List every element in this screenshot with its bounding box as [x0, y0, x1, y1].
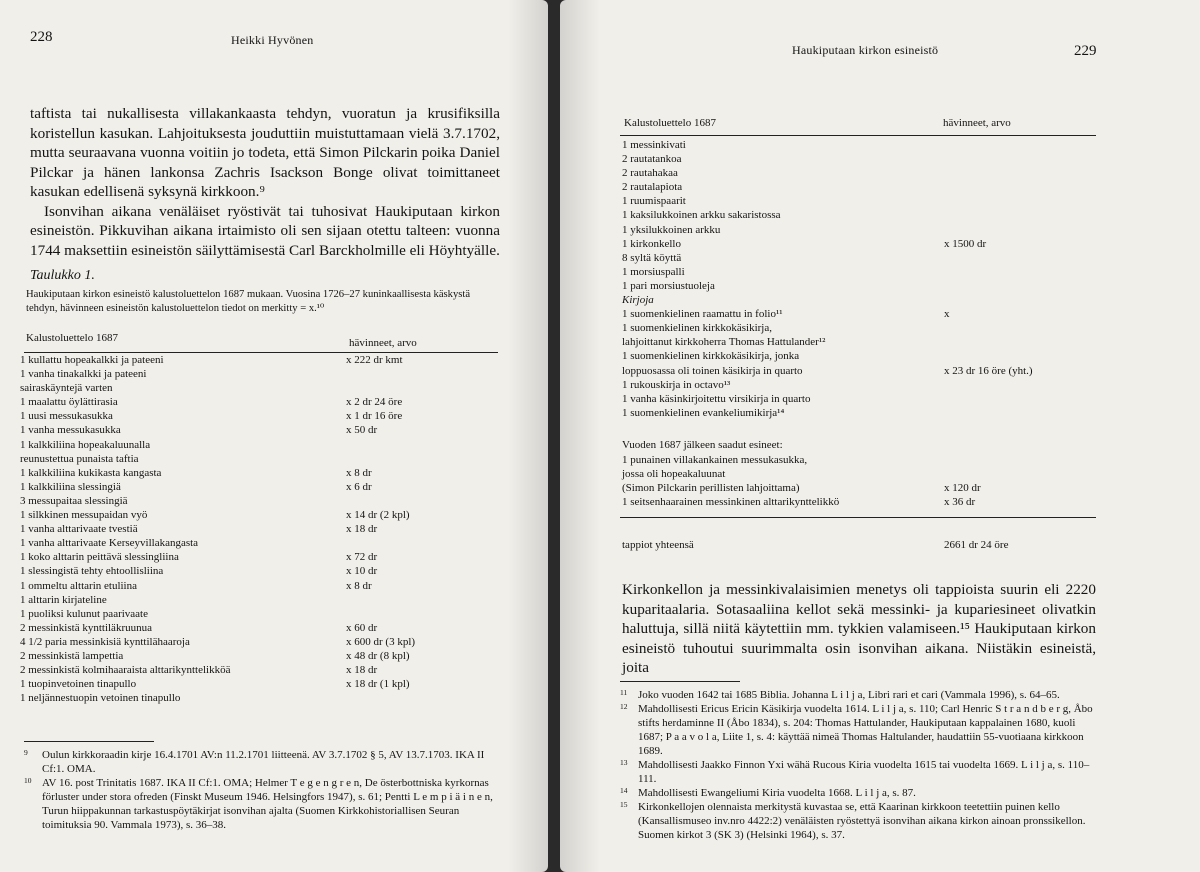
item-name: 2 rautahakaa	[622, 167, 678, 180]
item-name: 1 pari morsiustuoleja	[622, 279, 715, 292]
item-name: 1 yksilukkoinen arkku	[622, 223, 721, 236]
item-name: 2 messinkistä kynttiläkruunua	[20, 621, 152, 634]
footnote-text: Kirkonkellojen olennaista merkitystä kuvastaa se, että Kaarinan kirkkoon teetettiin puinen kello (Kansallismuseo inv.nro 4422:2) venäläisten ryöstettyä isonvihan aikana kirkon ainoan pronssikellon. Suomen kirkot 3 (SK 3) (Helsinki 1964), s. 37.	[638, 801, 1086, 841]
item-name: 1 puoliksi kulunut paarivaate	[20, 607, 148, 620]
item-name: 1 kalkkiliina slessingiä	[20, 480, 121, 493]
footnote-separator	[620, 681, 740, 682]
item-name: 1 vanha alttarivaate tvestiä	[20, 523, 138, 536]
table-body-right	[622, 138, 1098, 420]
item-name: 1 alttarin kirjateline	[20, 593, 107, 606]
table-row	[622, 467, 1098, 481]
table-row	[20, 395, 500, 409]
footnote-text: AV 16. post Trinitatis 1687. IKA II Cf:1. OMA; Helmer T e g e n g r e n, De österbottniska kyrkornas förluster under stora ofreden (Finskt Museum 1946. Helsingfors 1947), s. 61; Pentti L e m p i ä i n e n, Turun hiippakunnan tarkastuspöytäkirjat isonvihan ajalta (Suomen Kirkkohistoriallisen Seuran toimituksia 90. Vammala 1973), s. 36–38.	[42, 777, 493, 831]
item-value: x 48 dr (8 kpl)	[346, 649, 410, 662]
footnotes-left	[24, 748, 498, 832]
running-head-left: Heikki Hyvönen	[231, 33, 314, 47]
item-name: 1 vanha käsinkirjoitettu virsikirja in quarto	[622, 392, 811, 405]
item-value: x 60 dr	[346, 621, 378, 634]
item-name: 1 vanha alttarivaate Kerseyvillakangasta	[20, 537, 199, 550]
item-name: reunustettua punaista taftia	[20, 452, 139, 465]
item-name: 1 morsiuspalli	[622, 265, 685, 278]
table-row	[20, 494, 500, 508]
running-head-right: Haukiputaan kirkon esineistö	[792, 43, 939, 57]
table-row	[20, 677, 500, 691]
item-value: x	[944, 308, 950, 321]
table-row	[20, 635, 500, 649]
table-row	[20, 663, 500, 677]
table-title: Taulukko 1.	[30, 268, 95, 283]
footnote-text: Joko vuoden 1642 tai 1685 Biblia. Johanna L i l j a, Libri rari et cari (Vammala 1996), s. 64–65.	[638, 689, 1060, 701]
table-caption: Haukiputaan kirkon esineistö kalustoluettelon 1687 mukaan. Vuosina 1726–27 kuninkaallisesta käskystä tehdyn, hävinneen esineistön kalustoluettelon tiedot on merkitty = x.¹⁰	[26, 289, 471, 314]
table-row	[622, 307, 1098, 321]
table-header-rule	[620, 135, 1096, 136]
table-row	[622, 194, 1098, 208]
table-row	[20, 536, 500, 550]
item-name: 1 seitsenhaarainen messinkinen alttarikynttelikkö	[622, 496, 840, 509]
item-name: 1 uusi messukasukka	[20, 410, 113, 423]
item-name: 1 vanha tinakalkki ja pateeni	[20, 368, 147, 381]
gutter-shadow	[560, 0, 600, 872]
item-name: 3 messupaitaa slessingiä	[20, 494, 128, 507]
table-row	[622, 392, 1098, 406]
table-row	[622, 364, 1098, 378]
table-row	[20, 508, 500, 522]
footnote	[620, 702, 1098, 758]
item-value: x 8 dr	[346, 579, 372, 592]
item-value: x 23 dr 16 öre (yht.)	[944, 364, 1033, 377]
table-row	[20, 452, 500, 466]
item-name: 1 slessingistä tehty ehtoollisliina	[20, 565, 164, 578]
after-1687-header: Vuoden 1687 jälkeen saadut esineet:	[622, 439, 783, 451]
table-row	[622, 237, 1098, 251]
item-name: 1 kalkkiliina kukikasta kangasta	[20, 466, 162, 479]
table-row	[622, 349, 1098, 363]
item-value: x 1500 dr	[944, 237, 987, 250]
item-value: x 14 dr (2 kpl)	[346, 509, 410, 522]
paragraph: Kirkonkellon ja messinkivalaisimien menetys oli tappioista suurin eli 2220 kuparitaalaria. Sotasaaliina kellot sekä messinki- ja kupariesineet olivatkin haluttuja, sillä niitä käytettiin mm. tykkien valamiseen.¹⁵ Haukiputaan kirkon esineistö tuhoutui suurimmalta osin isonvihan aikana. Niistäkin esineistä, joita	[622, 581, 1096, 676]
table-header-col2: hävinneet, arvo	[349, 337, 417, 349]
footnote-number: 12	[620, 702, 628, 711]
item-value: x 222 dr kmt	[346, 354, 403, 366]
table-row	[622, 453, 1098, 467]
table-row	[622, 495, 1098, 509]
item-name: 4 1/2 paria messinkisiä kynttilähaaroja	[20, 635, 190, 648]
table-row	[20, 579, 500, 593]
item-value: x 6 dr	[346, 480, 372, 493]
footnote	[620, 786, 1098, 800]
item-name: 2 rautatankoa	[622, 153, 682, 166]
footnote-number: 9	[24, 748, 28, 757]
body-text-left	[30, 104, 500, 260]
table-row	[20, 522, 500, 536]
footnote-number: 14	[620, 786, 628, 795]
item-name: 2 rautalapiota	[622, 181, 683, 194]
item-value: x 50 dr	[346, 424, 378, 437]
item-name: 1 kirkonkello	[622, 237, 681, 250]
table-row	[622, 138, 1098, 152]
item-value: x 120 dr	[944, 482, 981, 495]
table-header-col1: Kalustoluettelo 1687	[624, 117, 716, 129]
table-row	[622, 293, 1098, 307]
item-value: x 18 dr (1 kpl)	[346, 678, 410, 691]
item-name: 2 messinkistä lampettia	[20, 649, 124, 662]
item-name: 1 ruumispaarit	[622, 195, 686, 208]
item-name: 1 koko alttarin peittävä slessingliina	[20, 551, 179, 564]
table-row	[20, 691, 500, 705]
table-row	[20, 593, 500, 607]
table-bottom-rule	[620, 517, 1096, 518]
item-name: 1 kullattu hopeakalkki ja pateeni	[20, 354, 164, 366]
item-name: 1 ommeltu alttarin etuliina	[20, 579, 137, 592]
item-value: x 600 dr (3 kpl)	[346, 635, 416, 648]
table-row	[20, 353, 500, 367]
total-value: 2661 dr 24 öre	[944, 539, 1009, 551]
footnote-text: Mahdollisesti Ewangeliumi Kiria vuodelta 1668. L i l j a, s. 87.	[638, 787, 916, 799]
item-value: x 10 dr	[346, 565, 378, 578]
item-name: Kirjoja	[622, 294, 654, 307]
table-row	[622, 208, 1098, 222]
footnote-number: 15	[620, 800, 628, 809]
table-body-left	[20, 353, 500, 705]
item-value: x 36 dr	[944, 496, 976, 509]
footnotes-right	[620, 688, 1098, 842]
item-value: x 72 dr	[346, 551, 378, 564]
item-name: 1 rukouskirja in octavo¹³	[622, 378, 731, 391]
item-name: 1 messinkivati	[622, 139, 686, 151]
body-text-right	[622, 580, 1096, 678]
footnote	[24, 748, 498, 776]
total-label: tappiot yhteensä	[622, 539, 694, 551]
table-row	[622, 251, 1098, 265]
item-name: (Simon Pilckarin perillisten lahjoittama)	[622, 482, 800, 495]
item-name: 1 suomenkielinen kirkkokäsikirja, jonka	[622, 350, 800, 363]
item-name: 1 suomenkielinen raamattu in folio¹¹	[622, 308, 783, 321]
table-row	[20, 550, 500, 564]
table-row	[20, 649, 500, 663]
table-row	[622, 166, 1098, 180]
table-row	[622, 481, 1098, 495]
table-row	[622, 321, 1098, 335]
table-row	[20, 466, 500, 480]
footnote-number: 11	[620, 688, 628, 697]
table-row	[20, 621, 500, 635]
table-row	[20, 381, 500, 395]
footnote-separator	[24, 741, 154, 742]
table-row	[622, 406, 1098, 420]
footnote-number: 10	[24, 776, 32, 785]
table-row	[622, 279, 1098, 293]
item-value: x 8 dr	[346, 466, 372, 479]
item-name: 1 silkkinen messupaidan vyö	[20, 509, 148, 522]
item-name: 1 vanha messukasukka	[20, 424, 121, 437]
item-name: 1 neljännestuopin vetoinen tinapullo	[20, 692, 181, 705]
item-name: 1 maalattu öylättirasia	[20, 396, 118, 409]
table-row	[20, 480, 500, 494]
table-row	[622, 335, 1098, 349]
item-name: 1 kalkkiliina hopeakaluunalla	[20, 438, 151, 451]
footnote	[620, 758, 1098, 786]
right-page	[560, 0, 1200, 872]
footnote	[620, 800, 1098, 842]
table-row	[20, 367, 500, 381]
item-name: jossa oli hopeakaluunat	[622, 468, 726, 481]
item-name: 8 syltä köyttä	[622, 251, 682, 264]
table-header-col2: hävinneet, arvo	[943, 117, 1011, 129]
footnote-text: Mahdollisesti Ericus Ericin Käsikirja vuodelta 1614. L i l j a, s. 110; Carl Henric S t r a n d b e r g, Åbo stifts herdaminne II (Åbo 1834), s. 204: Thomas Hattulander, Haukiputaan kappalainen 1680, kuoli 1687; P a a v o l a, Liite 1, s. 4: käyttää nimeä Thomas Haltulander, haudattiin 55-vuotiaana kirkkoon 1689.	[638, 703, 1093, 757]
table-row	[622, 223, 1098, 237]
table-header-col1: Kalustoluettelo 1687	[26, 332, 118, 344]
footnote-number: 13	[620, 758, 628, 767]
table-row	[20, 607, 500, 621]
item-name: 1 kaksilukkoinen arkku sakaristossa	[622, 209, 781, 222]
paragraph: taftista tai nukallisesta villakankaasta tehdyn, vuoratun ja krusifiksilla koristellun kasukan. Lahjoituksesta jouduttiin muistuttamaan vielä 3.7.1702, mutta seuraavana vuonna voitiin jo todeta, että Simon Pilckarin poika Daniel Pilckar ja hänen lankonsa Zachris Isackson Bonge olivat toimittaneet kasukan edellisenä syksynä kirkkoon.⁹	[30, 105, 500, 200]
item-name: 1 punainen villakankainen messukasukka,	[622, 454, 808, 466]
item-value: x 18 dr	[346, 664, 378, 677]
table-row	[622, 265, 1098, 279]
item-name: 2 messinkistä kolmihaaraista alttarikynttelikköä	[20, 664, 231, 677]
table-row	[20, 564, 500, 578]
item-name: sairaskäyntejä varten	[20, 382, 113, 395]
item-value: x 2 dr 24 öre	[346, 396, 403, 409]
item-name: 1 suomenkielinen kirkkokäsikirja,	[622, 322, 772, 335]
footnote	[24, 776, 498, 832]
item-name: loppuosassa oli toinen käsikirja in quarto	[622, 364, 803, 377]
item-name: lahjoittanut kirkkoherra Thomas Hattulander¹²	[622, 336, 826, 349]
footnote	[620, 688, 1098, 702]
table-row	[622, 152, 1098, 166]
left-page	[0, 0, 548, 872]
item-value: x 1 dr 16 öre	[346, 410, 403, 423]
page-number-right: 229	[1074, 43, 1097, 59]
gutter-shadow	[508, 0, 548, 872]
item-value: x 18 dr	[346, 523, 378, 536]
item-name: 1 tuopinvetoinen tinapullo	[20, 678, 137, 691]
table-row	[20, 423, 500, 437]
footnote-text: Mahdollisesti Jaakko Finnon Yxi wähä Rucous Kiria vuodelta 1615 tai vuodelta 1669. L i l j a, s. 110–111.	[638, 759, 1090, 785]
table-row	[622, 378, 1098, 392]
page-number-left: 228	[30, 29, 53, 45]
table-after-rows	[622, 453, 1098, 509]
paragraph: Isonvihan aikana venäläiset ryöstivät tai tuhosivat Haukiputaan kirkon esineistön. Pikkuvihan aikana irtaimisto oli sen sijaan otettu talteen: vuonna 1744 maksettiin esineistön säilyttämisestä Carl Barckholmille eli Höyhtyälle.	[30, 202, 500, 259]
item-name: 1 suomenkielinen evankeliumikirja¹⁴	[622, 406, 785, 419]
footnote-text: Oulun kirkkoraadin kirje 16.4.1701 AV:n 11.2.1701 liitteenä. AV 3.7.1702 § 5, AV 13.7.1703. IKA II Cf:1. OMA.	[42, 749, 485, 775]
table-row	[622, 180, 1098, 194]
table-row	[20, 438, 500, 452]
table-row	[20, 409, 500, 423]
